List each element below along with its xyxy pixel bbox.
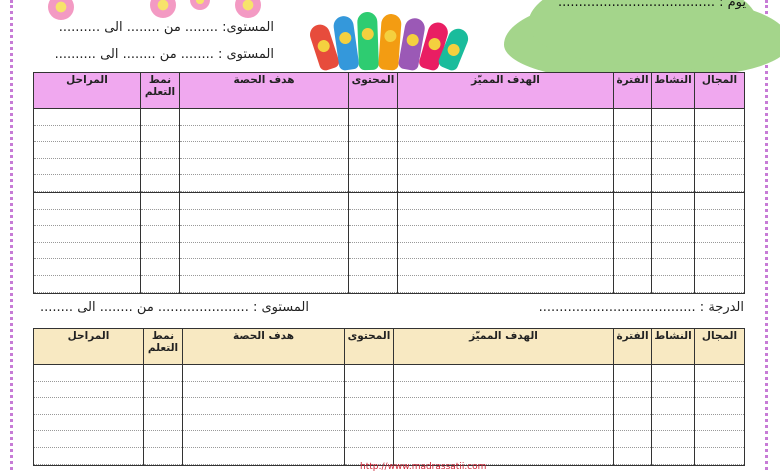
left-dotted-border bbox=[10, 0, 23, 470]
table-cell[interactable] bbox=[349, 192, 398, 293]
header-cell: المحتوى bbox=[349, 73, 398, 109]
table-cell[interactable] bbox=[349, 109, 398, 193]
flower-icon bbox=[48, 0, 74, 20]
header-cell: نمط التعلم bbox=[144, 329, 183, 365]
table-cell[interactable] bbox=[398, 109, 614, 193]
header-cell: المراحل bbox=[34, 329, 144, 365]
header-cell: الهدف المميّز bbox=[398, 73, 614, 109]
flower-icon bbox=[235, 0, 261, 18]
header-cell: هدف الحصة bbox=[183, 329, 345, 365]
table-cell[interactable] bbox=[144, 365, 183, 466]
table-header-row bbox=[34, 329, 745, 365]
flower-icon bbox=[190, 0, 210, 10]
table-row bbox=[34, 365, 745, 466]
level-line-3: المستوى : ...................... من ........ الى ........ bbox=[40, 300, 309, 315]
table-cell[interactable] bbox=[695, 192, 745, 293]
footer-url[interactable]: http://www.madrassatii.com bbox=[360, 462, 487, 472]
table-cell[interactable] bbox=[652, 365, 695, 466]
table-cell[interactable] bbox=[345, 365, 394, 466]
table-cell[interactable] bbox=[180, 192, 349, 293]
table-cell[interactable] bbox=[614, 192, 652, 293]
header-cell: النشاط bbox=[652, 329, 695, 365]
right-dotted-border bbox=[755, 0, 768, 470]
table-cell[interactable] bbox=[34, 109, 141, 193]
level-line-1: المستوى: ........ من ........ الى .......... bbox=[58, 20, 274, 35]
table-cell[interactable] bbox=[695, 365, 745, 466]
table-cell[interactable] bbox=[652, 109, 695, 193]
hand-icon bbox=[357, 12, 379, 71]
table-cell[interactable] bbox=[614, 365, 652, 466]
table-cell[interactable] bbox=[183, 365, 345, 466]
header-cell: المجال bbox=[695, 73, 745, 109]
lesson-table-1 bbox=[33, 72, 745, 294]
table-row bbox=[34, 192, 745, 293]
table-cell[interactable] bbox=[652, 192, 695, 293]
day-label: يوم : ...................................... bbox=[557, 0, 746, 10]
table-cell[interactable] bbox=[180, 109, 349, 193]
lesson-table-2 bbox=[33, 328, 745, 466]
level-line-2: المستوى : ........ من ........ الى .......... bbox=[54, 47, 274, 62]
table-cell[interactable] bbox=[695, 109, 745, 193]
table-cell[interactable] bbox=[394, 365, 614, 466]
table-cell[interactable] bbox=[398, 192, 614, 293]
table-cell[interactable] bbox=[141, 192, 180, 293]
header-cell: الفترة bbox=[614, 73, 652, 109]
table-row bbox=[34, 109, 745, 193]
table-cell[interactable] bbox=[34, 365, 144, 466]
header-cell: الفترة bbox=[614, 329, 652, 365]
header-cell: الهدف المميّز bbox=[394, 329, 614, 365]
header-cell: هدف الحصة bbox=[180, 73, 349, 109]
header-cell: النشاط bbox=[652, 73, 695, 109]
flower-icon bbox=[150, 0, 176, 18]
table-cell[interactable] bbox=[141, 109, 180, 193]
header-cell: نمط التعلم bbox=[141, 73, 180, 109]
table-cell[interactable] bbox=[34, 192, 141, 293]
header-cell: المراحل bbox=[34, 73, 141, 109]
table-cell[interactable] bbox=[614, 109, 652, 193]
painted-hands-image bbox=[312, 2, 470, 70]
table-header-row bbox=[34, 73, 745, 109]
header-cell: المجال bbox=[695, 329, 745, 365]
grade-label: الدرجة : ...................................... bbox=[538, 300, 744, 315]
header-cell: المحتوى bbox=[345, 329, 394, 365]
